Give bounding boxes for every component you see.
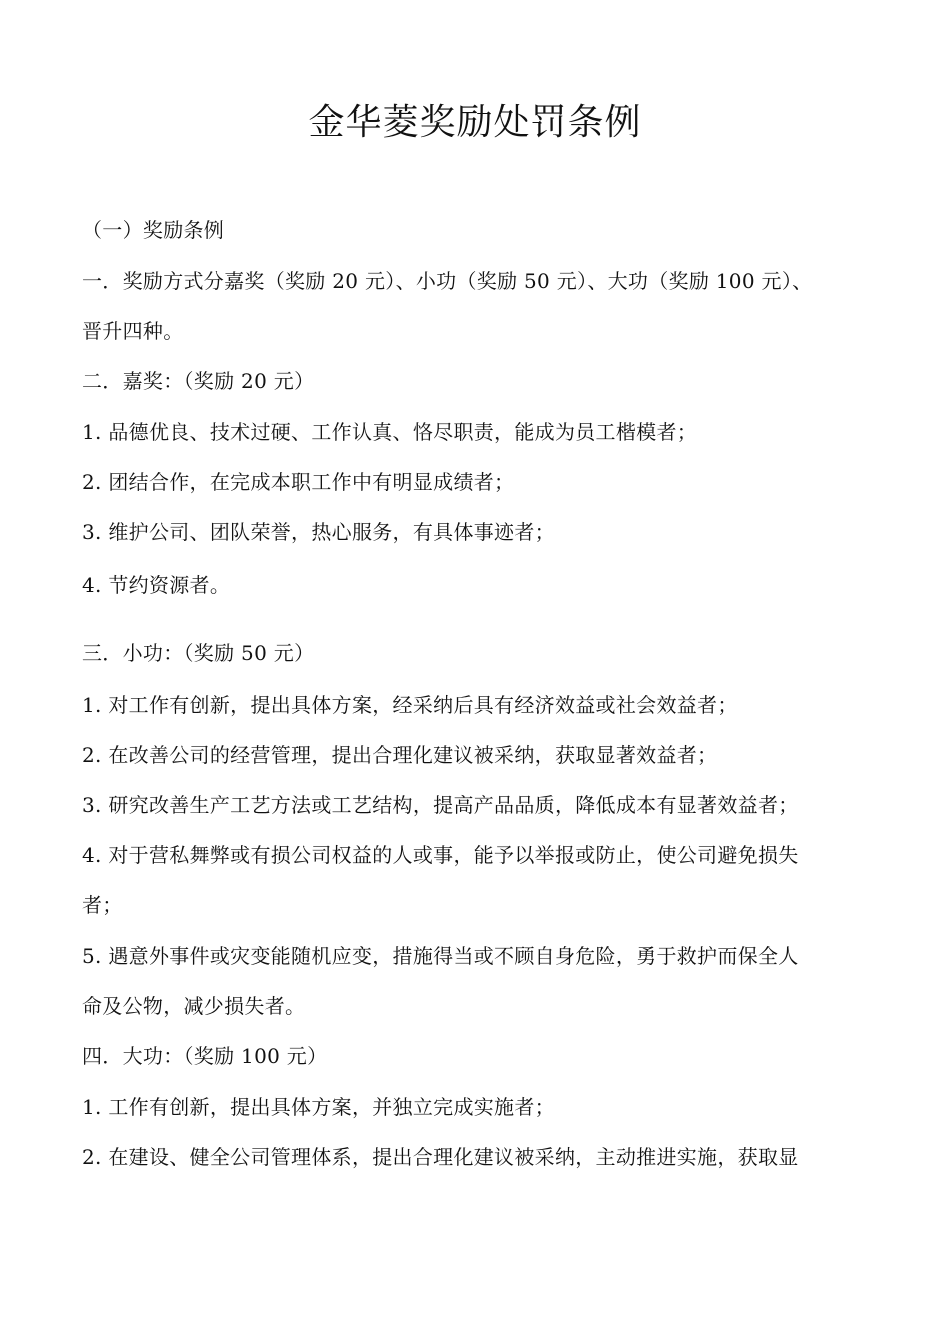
list-item: 1. 品德优良、技术过硬、工作认真、恪尽职责，能成为员工楷模者； [82,420,698,444]
list-item: 3. 研究改善生产工艺方法或工艺结构，提高产品品质，降低成本有显著效益者； [82,793,799,817]
subsection-heading-major-merit: 四．大功：（奖励 100 元） [82,1044,328,1068]
list-item-continuation: 命及公物，减少损失者。 [82,994,306,1018]
list-item: 2. 在改善公司的经营管理，提出合理化建议被采纳，获取显著效益者； [82,743,718,767]
section-heading-rewards: （一）奖励条例 [82,218,225,242]
list-item-continuation: 者； [82,893,123,917]
list-item: 1. 对工作有创新，提出具体方案，经采纳后具有经济效益或社会效益者； [82,693,738,717]
document-title: 金华菱奖励处罚条例 [308,102,642,143]
subsection-heading-minor-merit: 三．小功：（奖励 50 元） [82,641,315,665]
list-item: 3. 维护公司、团队荣誉，热心服务，有具体事迹者； [82,520,555,544]
list-item: 2. 在建设、健全公司管理体系，提出合理化建议被采纳，主动推进实施，获取显 [82,1145,799,1169]
paragraph-line: 一．奖励方式分嘉奖（奖励 20 元）、小功（奖励 50 元）、大功（奖励 100 元）、 [82,269,813,293]
list-item: 2. 团结合作，在完成本职工作中有明显成绩者； [82,470,515,494]
list-item: 5. 遇意外事件或灾变能随机应变，措施得当或不顾自身危险，勇于救护而保全人 [82,944,799,968]
paragraph-line: 晋升四种。 [82,319,184,343]
list-item: 4. 节约资源者。 [82,573,231,597]
list-item: 4. 对于营私舞弊或有损公司权益的人或事，能予以举报或防止，使公司避免损失 [82,843,799,867]
subsection-heading-commendation: 二．嘉奖：（奖励 20 元） [82,369,315,393]
list-item: 1. 工作有创新，提出具体方案，并独立完成实施者； [82,1095,555,1119]
